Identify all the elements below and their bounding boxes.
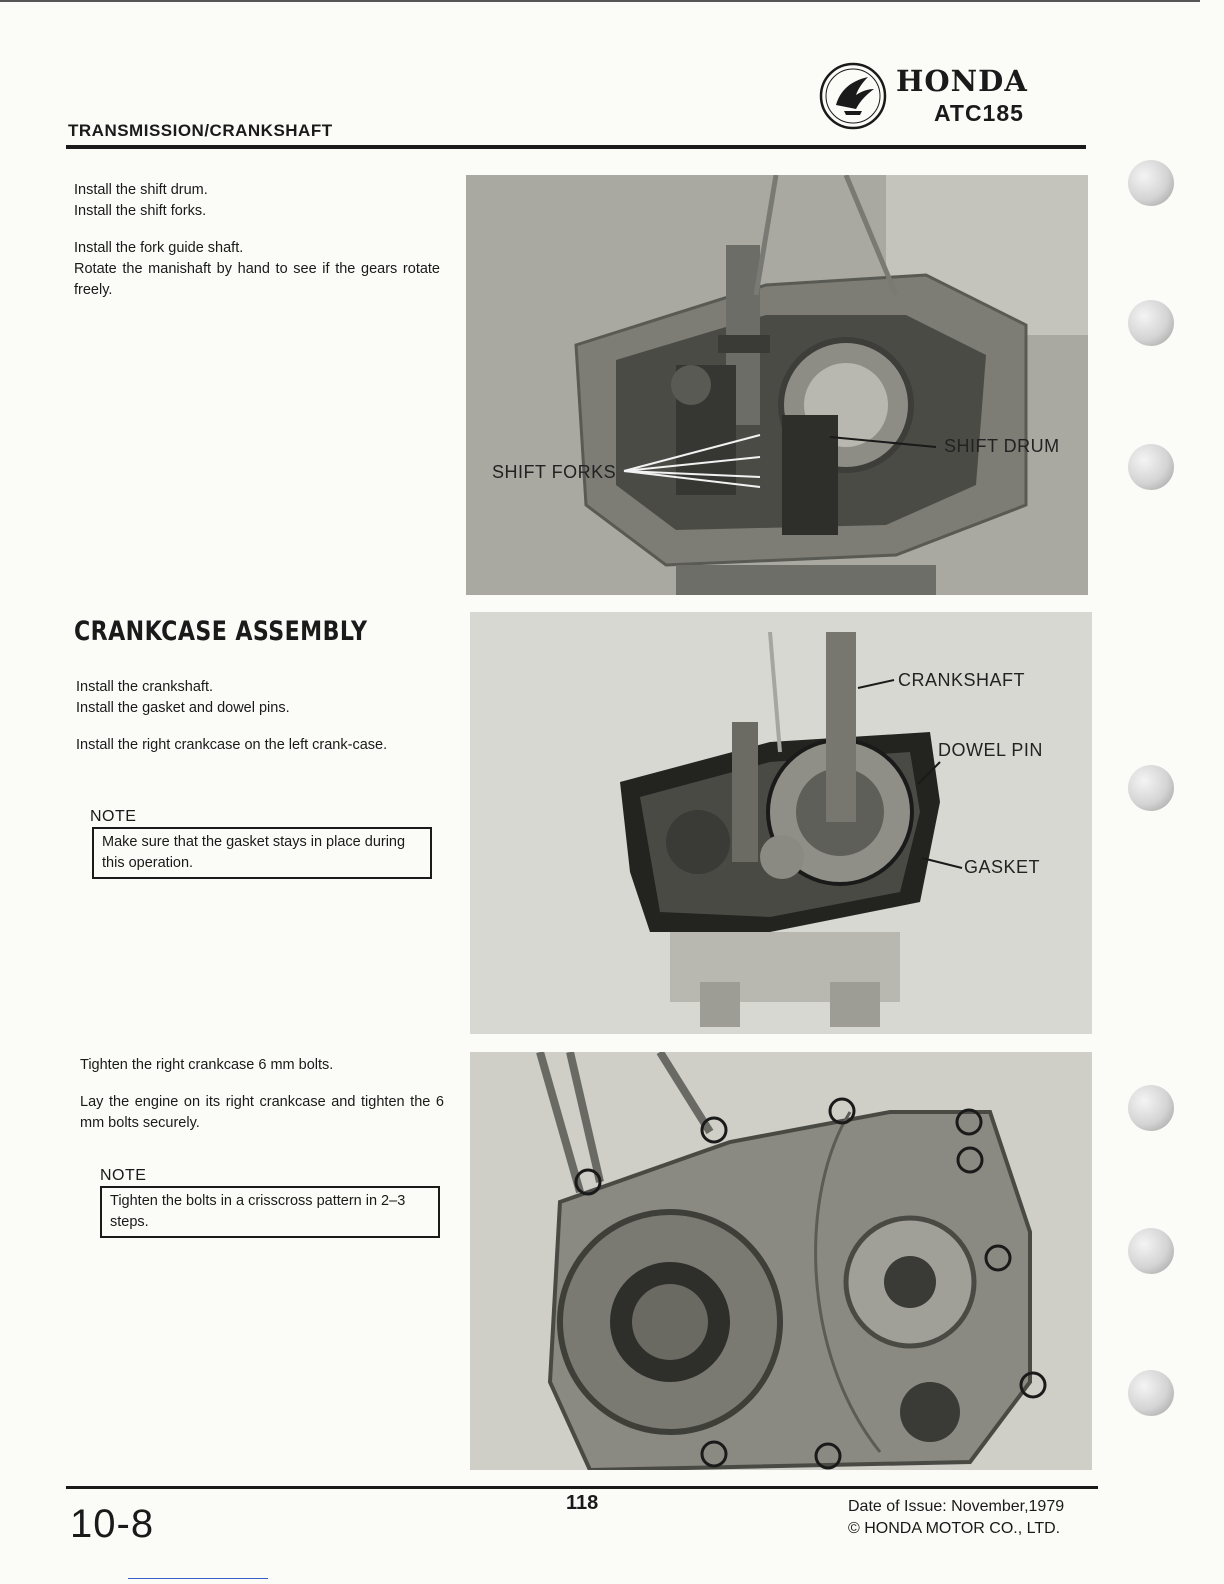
callout-gasket: GASKET <box>964 857 1041 877</box>
callout-crankshaft: CRANKSHAFT <box>898 670 1026 690</box>
copyright: © HONDA MOTOR CO., LTD. <box>848 1520 1061 1537</box>
note-box: Tighten the bolts in a crisscross pattern in 2–3 steps. <box>100 1186 440 1238</box>
tighten-steps <box>80 1055 444 1134</box>
step-text: Install the shift drum. <box>74 182 208 198</box>
top-edge-rule <box>0 0 1200 2</box>
section-heading: CRANKCASE ASSEMBLY <box>74 616 368 647</box>
step-text: Lay the engine on its right crankcase and tighten the 6 mm bolts securely. <box>80 1094 444 1131</box>
model-name: ATC185 <box>934 100 1024 126</box>
bottom-link-underline <box>128 1578 268 1579</box>
step-text: Install the crankshaft. <box>76 679 214 695</box>
note-label: NOTE <box>90 808 137 825</box>
note-box: Make sure that the gasket stays in place during this operation. <box>92 827 432 879</box>
page-number: 118 <box>566 1492 599 1514</box>
step-text: Rotate the manishaft by hand to see if the gears rotate freely. <box>74 261 440 298</box>
step-text: Install the right crankcase on the left crank-case. <box>76 737 388 753</box>
header-rule <box>66 145 1086 149</box>
honda-wing-logo-icon <box>818 61 888 131</box>
footer-rule <box>66 1486 1098 1489</box>
callout-shift-drum: SHIFT DRUM <box>944 436 1060 456</box>
bolt-pattern-photo <box>470 1052 1092 1470</box>
binder-hole-icon <box>1128 300 1174 346</box>
shift-drum-steps <box>74 180 440 301</box>
issue-date: Date of Issue: November,1979 <box>848 1498 1065 1515</box>
brand-name: HONDA <box>896 64 1028 98</box>
binder-hole-icon <box>1128 160 1174 206</box>
binder-hole-icon <box>1128 1085 1174 1131</box>
section-page-number: 10-8 <box>70 1502 155 1546</box>
note-label: NOTE <box>100 1167 147 1184</box>
binder-hole-icon <box>1128 1370 1174 1416</box>
step-text: Install the fork guide shaft. <box>74 240 244 256</box>
crankcase-steps <box>76 677 442 756</box>
section-title: TRANSMISSION/CRANKSHAFT <box>68 121 333 140</box>
crankcase-photo <box>470 612 1092 1034</box>
binder-hole-icon <box>1128 444 1174 490</box>
step-text: Tighten the right crankcase 6 mm bolts. <box>80 1057 334 1073</box>
shift-drum-photo <box>466 175 1088 595</box>
callout-dowel-pin: DOWEL PIN <box>938 740 1043 760</box>
step-text: Install the gasket and dowel pins. <box>76 700 290 716</box>
callout-shift-forks: SHIFT FORKS <box>492 462 617 482</box>
binder-hole-icon <box>1128 765 1174 811</box>
step-text: Install the shift forks. <box>74 203 207 219</box>
binder-hole-icon <box>1128 1228 1174 1274</box>
